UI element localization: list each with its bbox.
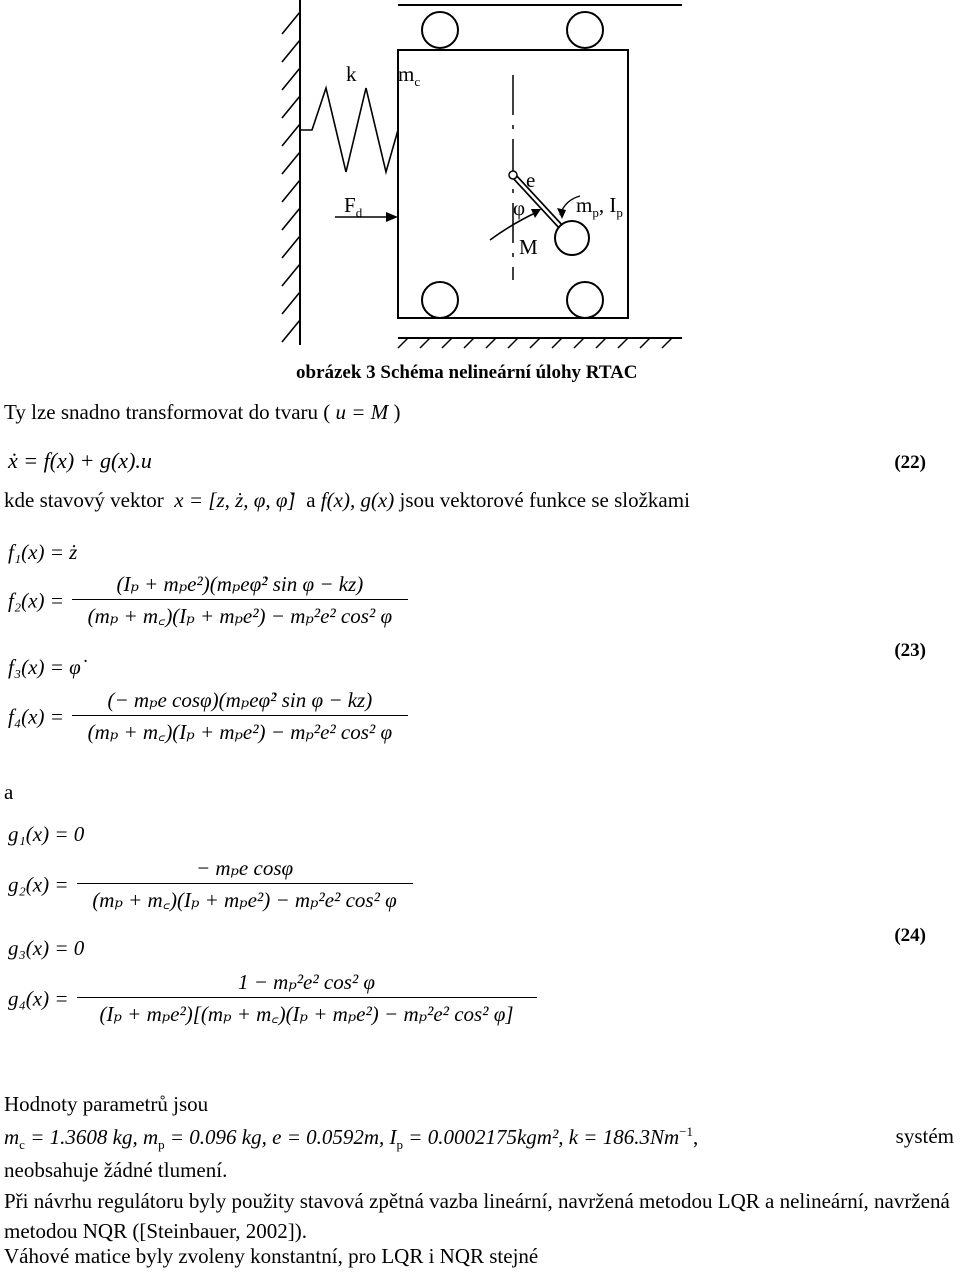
- bottom-wheel-left: [422, 282, 458, 318]
- and-word: a: [4, 780, 14, 804]
- left-wall-hatching: [282, 12, 300, 342]
- top-wheel-right: [567, 12, 603, 48]
- f2-numerator: (Iₚ + mₚe²)(mₚeφ̇² sin φ − kz): [116, 572, 364, 596]
- g4-denominator: (Iₚ + mₚe²)[(mₚ + m꜀)(Iₚ + mₚe²) − mₚ²e² cos² φ]: [99, 1002, 514, 1026]
- torque-label: M: [519, 235, 538, 259]
- params-heading: Hodnoty parametrů jsou: [4, 1092, 209, 1116]
- equation-g4: g₄(x) = $\frac{\text{1 − mₚ²e² cos² φ}}{\text{(Iₚ + mₚe²)[(mₚ + m꜀)(Iₚ + mₚe²) − mₚ²e² cos² φ]}}$: [8, 970, 537, 1028]
- f4-numerator: (− mₚe cosφ)(mₚeφ̇² sin φ − kz): [107, 688, 373, 712]
- equation-23-number: (23): [894, 640, 926, 661]
- equation-g3: g₃(x) = 0: [8, 936, 85, 960]
- equation-22-number: (22): [894, 452, 926, 473]
- pendulum-mass: [555, 221, 589, 255]
- state-vector-line: kde stavový vektor x = [z, ż, φ, φ̇] a f(x), g(x) jsou vektorové funkce se složkami: [4, 488, 690, 512]
- spring-label: k: [346, 62, 357, 86]
- fd-arrowhead: [386, 212, 398, 222]
- bottom-rail-hatching: [398, 338, 672, 348]
- g4-numerator: 1 − mₚ²e² cos² φ: [238, 970, 376, 994]
- rtac-schematic: [0, 0, 960, 360]
- angle-label: φ: [513, 196, 526, 220]
- f2-denominator: (mₚ + m꜀)(Iₚ + mₚe²) − mₚ²e² cos² φ: [87, 604, 393, 628]
- g2-denominator: (mₚ + m꜀)(Iₚ + mₚe²) − mₚ²e² cos² φ: [92, 888, 397, 912]
- params-continued: neobsahuje žádné tlumení.: [4, 1158, 228, 1182]
- equation-f3: f₃(x) = φ̇: [8, 655, 81, 679]
- equation-g1: g₁(x) = 0: [8, 822, 85, 846]
- equation-f4: f₄(x) = $\frac{\text{(− mₚe cosφ)(mₚeφ̇² sin φ − kz)}}{\text{(mₚ + m꜀)(Iₚ + mₚe²) − mₚ²e² cos² φ}}$: [8, 688, 408, 746]
- top-wheel-left: [422, 12, 458, 48]
- f4-denominator: (mₚ + m꜀)(Iₚ + mₚe²) − mₚ²e² cos² φ: [87, 720, 393, 744]
- paragraph-weights: Váhové matice byly zvoleny konstantní, pro LQR i NQR stejné: [4, 1244, 539, 1268]
- pivot: [509, 171, 517, 179]
- paragraph-controller: Při návrhu regulátoru byly použity stavová zpětná vazba lineární, navržená metodou LQR a nelineární, navržená metodou NQR ([Steinbauer, 2002]).: [4, 1189, 950, 1243]
- figure-caption: obrázek 3 Schéma nelineární úlohy RTAC: [296, 362, 638, 383]
- equation-22: ẋ = f(x) + g(x).u: [8, 448, 152, 473]
- cart-mass-label: $m_c$: [398, 62, 421, 90]
- equation-g2: g₂(x) = $\frac{\text{− mₚe cosφ}}{\text{(mₚ + m꜀)(Iₚ + mₚe²) − mₚ²e² cos² φ}}$: [8, 856, 413, 914]
- intro-line: Ty lze snadno transformovat do tvaru ( u = M ): [4, 400, 401, 424]
- spring: [300, 88, 398, 172]
- equation-24-number: (24): [894, 925, 926, 946]
- bottom-wheel-right: [567, 282, 603, 318]
- equation-f2: f₂(x) = $\frac{\text{(Iₚ + mₚe²)(mₚeφ̇² sin φ − kz)}}{\text{(mₚ + m꜀)(Iₚ + mₚe²) − mₚ²e² cos² φ}}$: [8, 572, 408, 630]
- params-line: $m_c = 1.3608$ kg, $m_p = 0.096$ kg, e = 0.0592m, $I_p = 0.0002175kgm^2$, $k = 186.3Nm^{-1}$, systém: [4, 1124, 954, 1153]
- eccentricity-label: e: [526, 168, 536, 192]
- force-label: $F_d$: [344, 193, 363, 221]
- equation-f1: f₁(x) = ż: [8, 540, 78, 564]
- pendulum-mass-label: $m_p$, $I_p$: [576, 193, 623, 221]
- g2-numerator: − mₚe cosφ: [195, 856, 294, 880]
